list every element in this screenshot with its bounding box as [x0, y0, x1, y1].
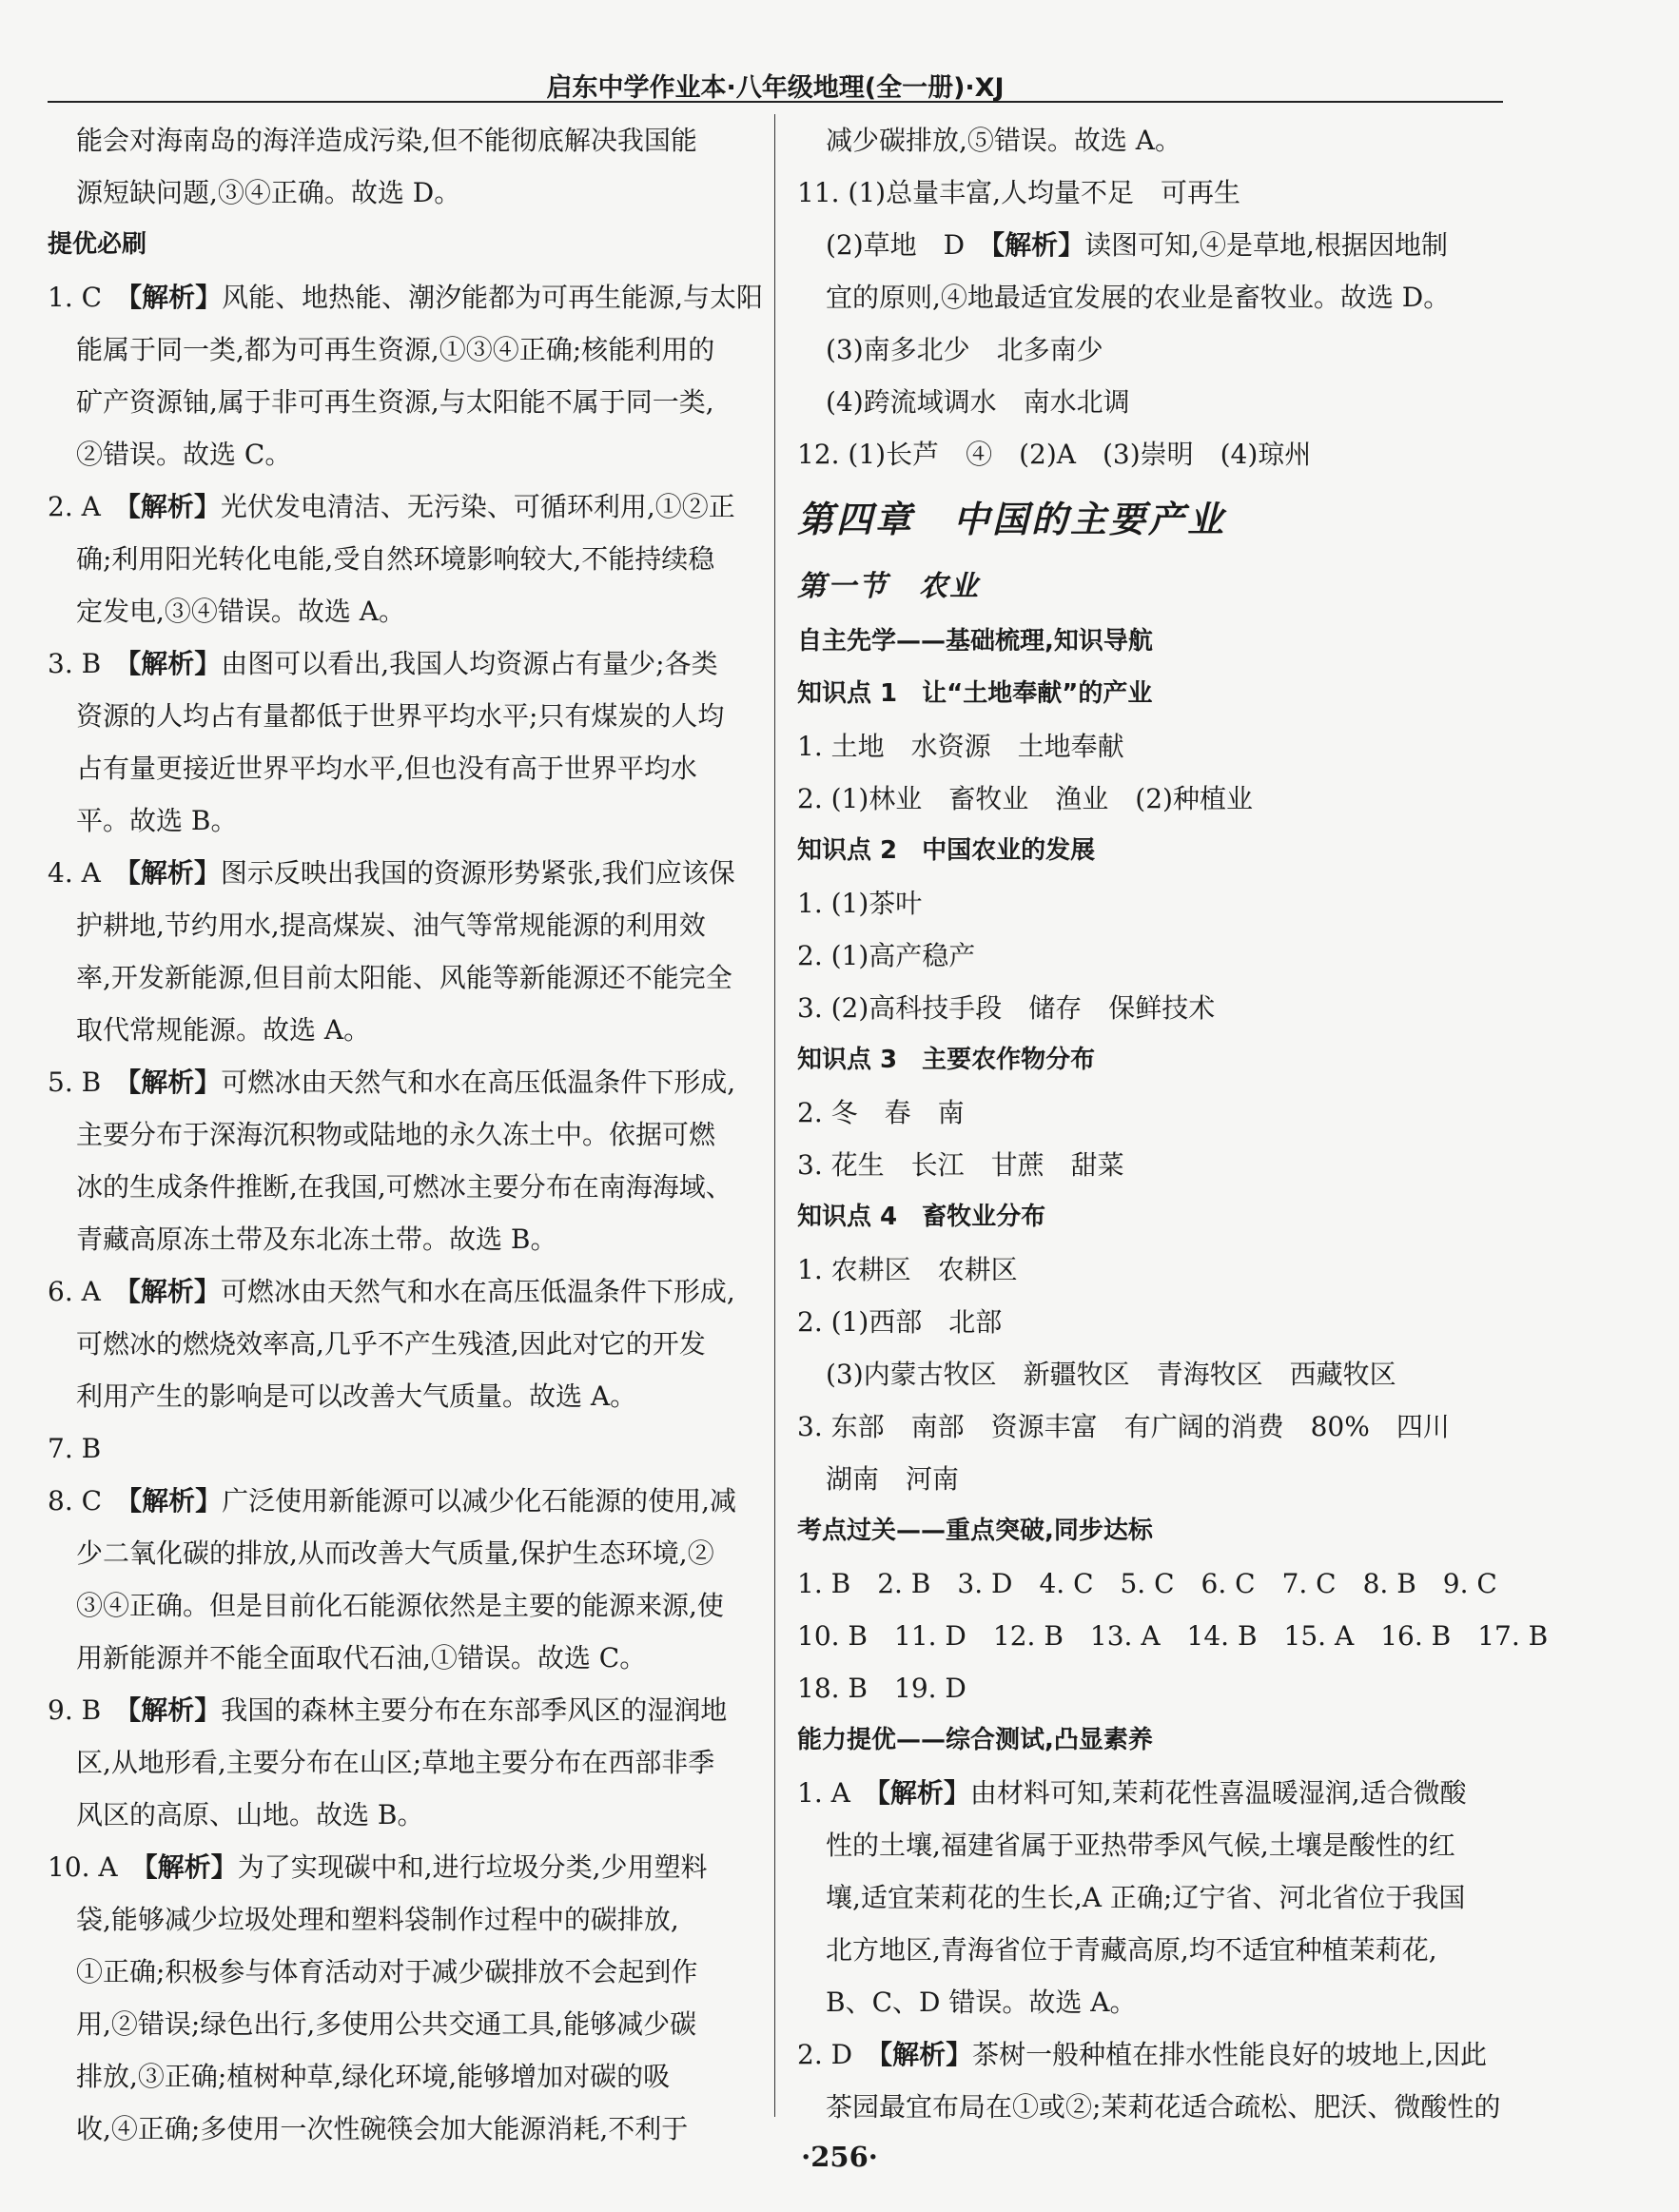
text-line: 3. (2)高科技手段 储存 保鲜技术 — [797, 992, 1216, 1024]
answer-number: 1. C — [48, 282, 103, 313]
answer-line — [797, 1767, 1506, 1819]
text-line: 青藏高原冻土带及东北冻土带。故选 B。 — [76, 1223, 557, 1255]
text-line: 北方地区,青海省位于青藏高原,均不适宜种植茉莉花, — [826, 1934, 1437, 1966]
text-line: (3)内蒙古牧区 新疆牧区 青海牧区 西藏牧区 — [826, 1359, 1396, 1390]
answer-number: 2. D — [797, 2039, 853, 2070]
text-line: 利用产生的影响是可以改善大气质量。故选 A。 — [76, 1380, 637, 1412]
answer-text: 可燃冰由天然气和水在高压低温条件下形成, — [221, 1067, 736, 1098]
text-line: 确;利用阳光转化电能,受自然环境影响较大,不能持续稳 — [76, 543, 715, 575]
text-line: 平。故选 B。 — [76, 805, 238, 836]
answer-number: 5. B — [48, 1067, 102, 1098]
answer-line: 7. B — [48, 1433, 102, 1464]
text-line: 湖南 河南 — [826, 1463, 960, 1495]
answer-line — [48, 847, 756, 899]
jiexi-label: 【解析】 — [991, 229, 1085, 261]
text-line: ③④正确。但是目前化石能源依然是主要的能源来源,使 — [76, 1590, 724, 1621]
answer-text: (2)草地 D — [826, 229, 966, 261]
text-line: 区,从地形看,主要分布在山区;草地主要分布在西部非季 — [76, 1747, 715, 1778]
answer-line — [48, 1475, 756, 1527]
text-line: 减少碳排放,⑤错误。故选 A。 — [826, 125, 1182, 156]
jiexi-label: 【解析】 — [127, 1694, 222, 1726]
text-line: 风区的高原、山地。故选 B。 — [76, 1799, 424, 1830]
answer-text: 光伏发电清洁、无污染、可循环利用,①②正 — [220, 491, 735, 522]
choice-answers: 18. B 19. D — [797, 1673, 966, 1704]
answer-text: 由图可以看出,我国人均资源占有量少;各类 — [221, 648, 718, 679]
text-line: ①正确;积极参与体育活动对于减少碳排放不会起到作 — [76, 1956, 698, 1987]
answer-text: 由材料可知,茉莉花性喜温暖湿润,适合微酸 — [969, 1777, 1467, 1809]
answer-line — [48, 1056, 756, 1108]
text-line: 1. 土地 水资源 土地奉献 — [797, 731, 1124, 762]
answer-line — [48, 271, 763, 323]
text-line: 性的土壤,福建省属于亚热带季风气候,土壤是酸性的红 — [826, 1830, 1455, 1861]
section-heading: 自主先学——基础梳理,知识导航 — [797, 627, 1153, 656]
text-line: 能会对海南岛的海洋造成污染,但不能彻底解决我国能 — [76, 125, 697, 156]
answer-number: 4. A — [48, 857, 101, 889]
text-line: 资源的人均占有量都低于世界平均水平;只有煤炭的人均 — [76, 700, 725, 732]
jiexi-label: 【解析】 — [128, 282, 223, 313]
answer-line — [797, 2028, 1506, 2081]
answer-text: 茶树一般种植在排水性能良好的坡地上,因此 — [972, 2039, 1488, 2070]
text-line: 排放,③正确;植树种草,绿化环境,能够增加对碳的吸 — [76, 2061, 671, 2092]
answer-number: 3. B — [48, 648, 102, 679]
text-line: 1. (1)茶叶 — [797, 888, 923, 919]
text-line: 宜的原则,④地最适宜发展的农业是畜牧业。故选 D。 — [826, 282, 1451, 313]
text-line: 用,②错误;绿色出行,多使用公共交通工具,能够减少碳 — [76, 2008, 697, 2040]
answer-text: 为了实现碳中和,进行垃圾分类,少用塑料 — [237, 1851, 708, 1883]
jiexi-label: 【解析】 — [876, 1777, 970, 1809]
running-header: 启东中学作业本·八年级地理(全一册)·XJ — [546, 73, 1005, 103]
answer-text: 图示反映出我国的资源形势紧张,我们应该保 — [220, 857, 735, 889]
text-line: 2. (1)林业 畜牧业 渔业 (2)种植业 — [797, 783, 1253, 814]
answer-line — [48, 480, 756, 533]
section-heading: 考点过关——重点突破,同步达标 — [797, 1517, 1153, 1545]
choice-answers: 10. B 11. D 12. B 13. A 14. B 15. A 16. B 17. B — [797, 1620, 1549, 1652]
answer-number: 6. A — [48, 1276, 101, 1307]
text-line: 收,④正确;多使用一次性碗筷会加大能源消耗,不利于 — [76, 2113, 689, 2144]
text-line: 冰的生成条件推断,在我国,可燃冰主要分布在南海海域、 — [76, 1171, 732, 1203]
chapter-title: 第四章 中国的主要产业 — [797, 499, 1227, 540]
answer-number: 2. A — [48, 491, 101, 522]
text-line: 2. 冬 春 南 — [797, 1097, 965, 1128]
section-heading: 提优必刷 — [48, 230, 147, 259]
jiexi-label: 【解析】 — [144, 1851, 238, 1883]
knowledge-heading: 知识点 4 畜牧业分布 — [797, 1203, 1046, 1231]
answer-number: 9. B — [48, 1694, 102, 1726]
jiexi-label: 【解析】 — [127, 491, 221, 522]
left-column — [48, 114, 763, 2155]
section-heading: 能力提优——综合测试,凸显素养 — [797, 1726, 1153, 1754]
answer-line — [48, 1265, 756, 1318]
text-line: 率,开发新能源,但目前太阳能、风能等新能源还不能完全 — [76, 962, 732, 993]
answer-line — [797, 219, 1506, 271]
header-rule — [48, 101, 1503, 103]
text-line: 壤,适宜茉莉花的生长,A 正确;辽宁省、河北省位于我国 — [826, 1882, 1466, 1913]
text-line: 袋,能够减少垃圾处理和塑料袋制作过程中的碳排放, — [76, 1904, 679, 1935]
text-line: 占有量更接近世界平均水平,但也没有高于世界平均水 — [76, 753, 697, 784]
page-number: ·256· — [801, 2141, 878, 2173]
answer-text: 广泛使用新能源可以减少化石能源的使用,减 — [222, 1485, 736, 1517]
text-line: 定发电,③④错误。故选 A。 — [76, 596, 406, 627]
text-line: ②错误。故选 C。 — [76, 439, 292, 470]
answer-line — [48, 1684, 756, 1736]
answer-text: 可燃冰由天然气和水在高压低温条件下形成, — [220, 1276, 735, 1307]
text-line: 2. (1)西部 北部 — [797, 1306, 1003, 1338]
knowledge-heading: 知识点 1 让“土地奉献”的产业 — [797, 679, 1153, 708]
text-line: 取代常规能源。故选 A。 — [76, 1014, 371, 1046]
text-line: 主要分布于深海沉积物或陆地的永久冻土中。依据可燃 — [76, 1119, 716, 1150]
text-line: 2. (1)高产稳产 — [797, 940, 976, 971]
knowledge-heading: 知识点 3 主要农作物分布 — [797, 1046, 1096, 1074]
answer-number: 8. C — [48, 1485, 103, 1517]
right-column — [797, 114, 1549, 2133]
jiexi-label: 【解析】 — [879, 2039, 973, 2070]
text-line: (3)南多北少 北多南少 — [826, 334, 1103, 365]
text-line: 少二氧化碳的排放,从而改善大气质量,保护生态环境,② — [76, 1537, 714, 1569]
jiexi-label: 【解析】 — [127, 857, 221, 889]
answer-text: 我国的森林主要分布在东部季风区的湿润地 — [221, 1694, 728, 1726]
answer-text: 风能、地热能、潮汐能都为可再生能源,与太阳 — [222, 282, 763, 313]
answer-text: 读图可知,④是草地,根据因地制 — [1084, 229, 1448, 261]
text-line: B、C、D 错误。故选 A。 — [826, 1987, 1137, 2018]
answer-line: 12. (1)长芦 ④ (2)A (3)崇明 (4)琼州 — [797, 439, 1312, 470]
section-title: 第一节 农业 — [797, 570, 980, 603]
knowledge-heading: 知识点 2 中国农业的发展 — [797, 836, 1096, 865]
answer-number: 1. A — [797, 1777, 850, 1809]
text-line: 3. 东部 南部 资源丰富 有广阔的消费 80% 四川 — [797, 1411, 1450, 1442]
choice-answers: 1. B 2. B 3. D 4. C 5. C 6. C 7. C 8. B 9. C — [797, 1568, 1497, 1599]
text-line: 源短缺问题,③④正确。故选 D。 — [76, 177, 461, 208]
text-line: 矿产资源铀,属于非可再生资源,与太阳能不属于同一类, — [76, 386, 714, 418]
jiexi-label: 【解析】 — [128, 1485, 223, 1517]
text-line: 1. 农耕区 农耕区 — [797, 1254, 1018, 1285]
text-line: 护耕地,节约用水,提高煤炭、油气等常规能源的利用效 — [76, 910, 706, 941]
answer-line — [48, 637, 756, 690]
text-line: 茶园最宜布局在①或②;茉莉花适合疏松、肥沃、微酸性的 — [826, 2091, 1501, 2123]
column-divider — [774, 114, 775, 2117]
text-line: (4)跨流域调水 南水北调 — [826, 386, 1130, 418]
jiexi-label: 【解析】 — [127, 1067, 222, 1098]
jiexi-label: 【解析】 — [127, 1276, 221, 1307]
text-line: 能属于同一类,都为可再生资源,①③④正确;核能利用的 — [76, 334, 715, 365]
answer-line: 11. (1)总量丰富,人均量不足 可再生 — [797, 177, 1240, 208]
text-line: 用新能源并不能全面取代石油,①错误。故选 C。 — [76, 1642, 647, 1674]
text-line: 可燃冰的燃烧效率高,几乎不产生残渣,因此对它的开发 — [76, 1328, 706, 1360]
text-line: 3. 花生 长江 甘蔗 甜菜 — [797, 1149, 1124, 1181]
answer-number: 10. A — [48, 1851, 118, 1883]
jiexi-label: 【解析】 — [127, 648, 222, 679]
answer-line — [48, 1841, 756, 1893]
